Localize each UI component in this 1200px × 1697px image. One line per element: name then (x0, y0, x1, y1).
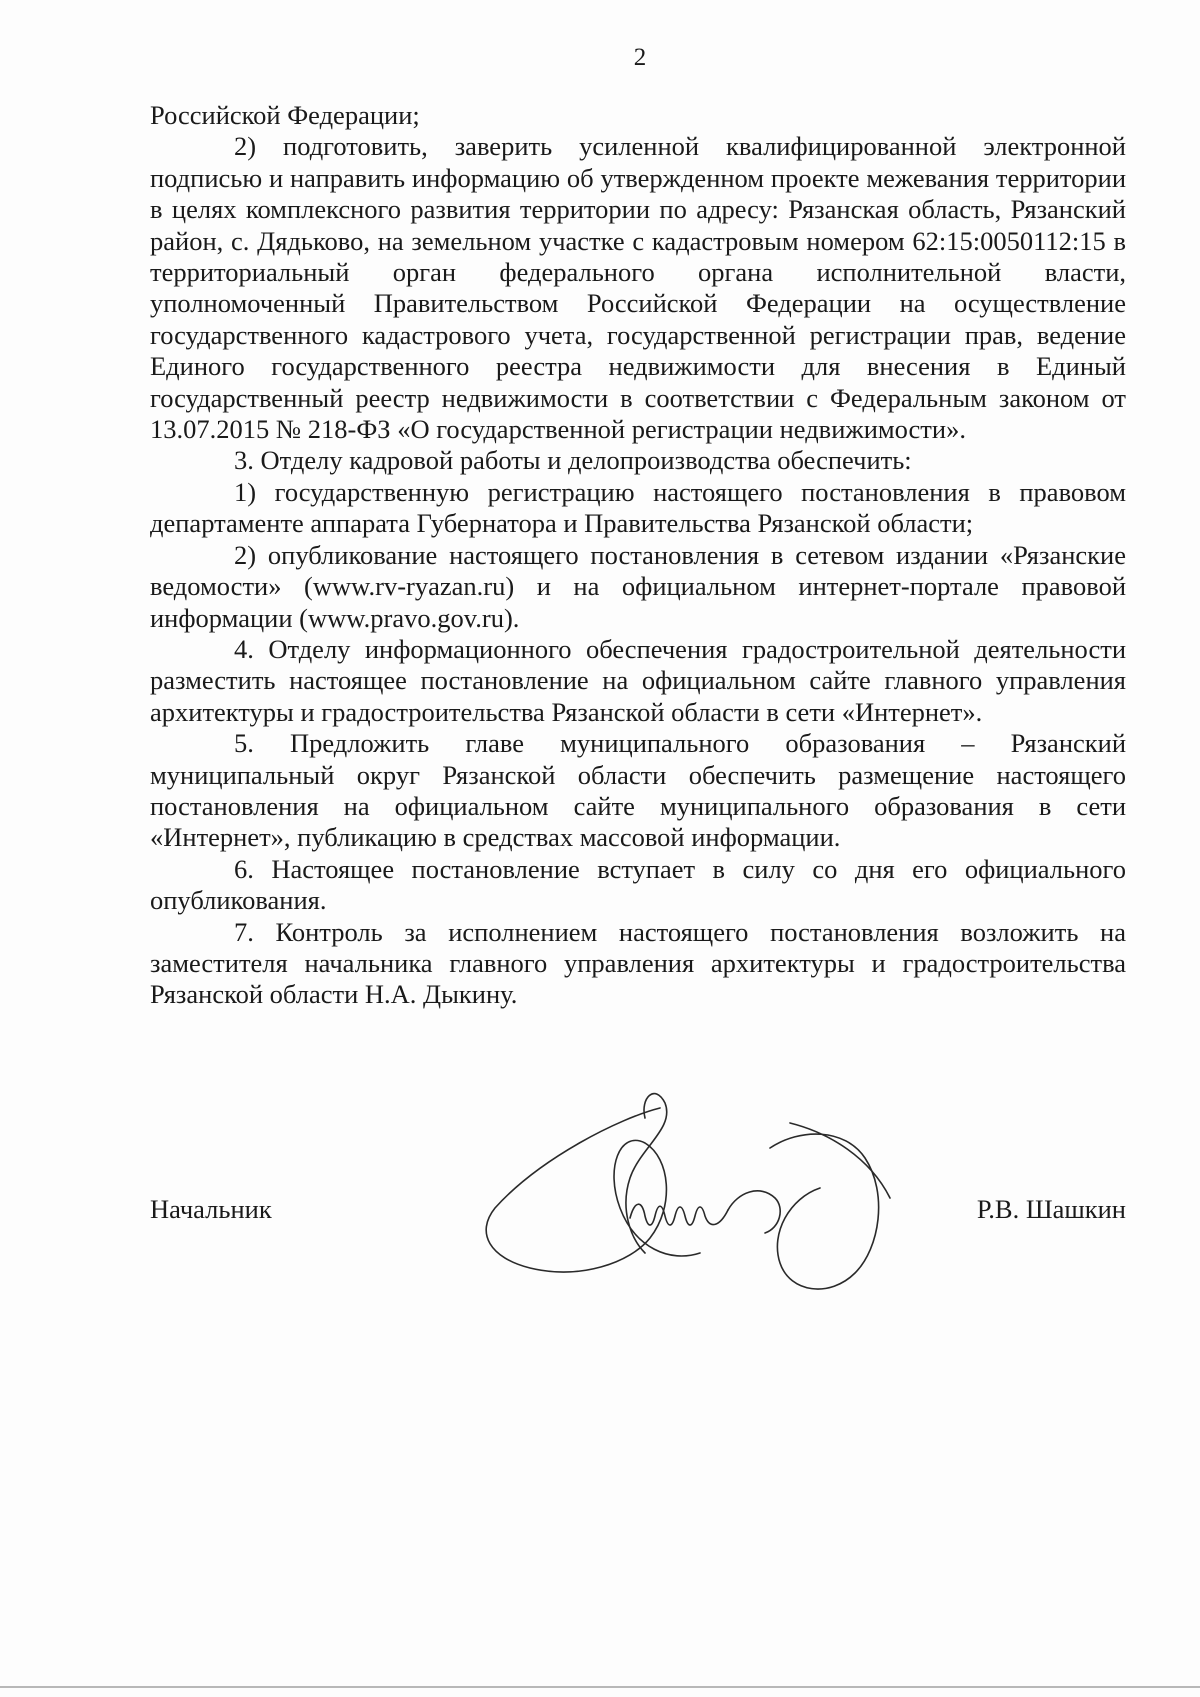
page-number: 2 (633, 44, 647, 71)
paragraph-clause-3-item-2: 2) опубликование настоящего постановления в сетевом издании «Рязанские ведомости» (www.rv-ryazan.ru) и на официальном интернет-портале правовой информации (www.pravo.gov.ru). (150, 539, 1126, 633)
paragraph-item-2-registry: 2) подготовить, заверить усиленной квалифицированной электронной подписью и направить информацию об утвержденном проекте межевания территории в целях комплексного развития территории по адресу: Рязанская область, Рязанский район, с. Дядьково, на земельном участке с кадастровым номером 62:15:0050112:15 в территориальный орган федерального органа исполнительной власти, уполномоченный Правительством Российской Федерации на осуществление государственного кадастрового учета, государственной регистрации прав, ведение Единого государственного реестра недвижимости для внесения в Единый государственный реестр недвижимости в соответствии с Федеральным законом от 13.07.2015 № 218-ФЗ «О государственной регистрации недвижимости». (150, 131, 1126, 445)
signatory-name: Р.В. Шашкин (976, 1194, 1126, 1224)
scan-bottom-edge (0, 1686, 1200, 1688)
paragraph-clause-3-item-1: 1) государственную регистрацию настоящего постановления в правовом департаменте аппарата Губернатора и Правительства Рязанской области; (150, 476, 1126, 539)
paragraph-clause-7: 7. Контроль за исполнением настоящего постановления возложить на заместителя начальника главного управления архитектуры и градостроительства Рязанской области Н.А. Дыкину. (150, 916, 1126, 1010)
signatory-title: Начальник (150, 1194, 272, 1224)
paragraph-continuation: Российской Федерации; (150, 100, 420, 130)
paragraph-clause-5: 5. Предложить главе муниципального образования – Рязанский муниципальный округ Рязанской области обеспечить размещение настоящего постановления на официальном сайте муниципального образования в сети «Интернет», публикацию в средствах массовой информации. (150, 728, 1126, 853)
paragraph-clause-6: 6. Настоящее постановление вступает в силу со дня его официального опубликования. (150, 853, 1126, 916)
paragraph-clause-4: 4. Отделу информационного обеспечения градостроительной деятельности разместить настоящее постановление на официальном сайте главного управления архитектуры и градостроительства Рязанской области в сети «Интернет». (150, 633, 1126, 727)
paragraph-clause-3: 3. Отделу кадровой работы и делопроизводства обеспечить: (234, 445, 912, 476)
document-body (150, 100, 1126, 1011)
handwritten-signature (470, 1088, 950, 1328)
